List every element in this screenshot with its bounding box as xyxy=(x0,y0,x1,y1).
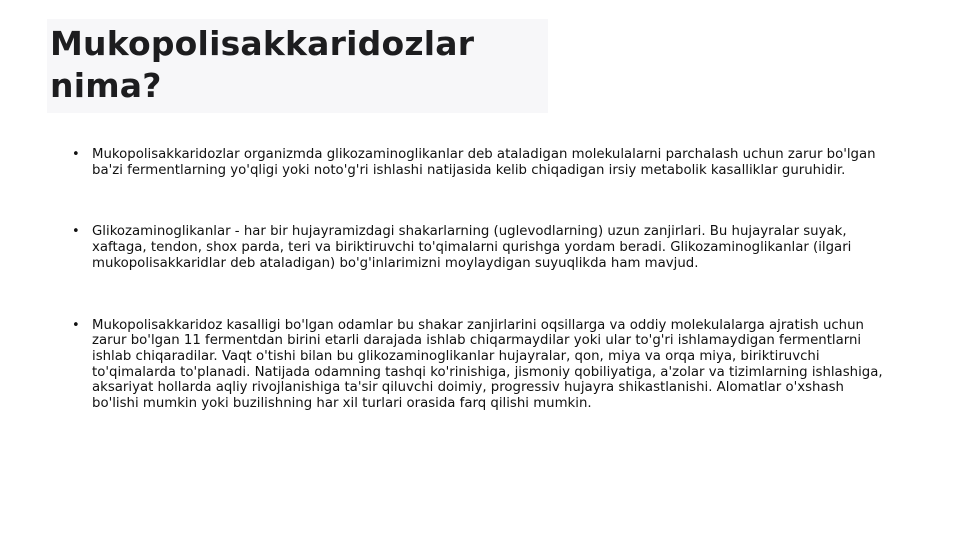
title-box xyxy=(47,19,548,113)
bullet-text: Mukopolisakkaridozlar organizmda glikozaminoglikanlar deb ataladigan molekulalarni parchalash uchun zarur bo'lgan ba'zi fermentlarning yo'qligi yoki noto'g'ri ishlashi natijasida kelib chiqadigan irsiy metabolik kasalliklar guruhidir. xyxy=(92,147,876,178)
bullet-dot-icon: • xyxy=(72,147,80,162)
bullet-item xyxy=(72,147,892,178)
bullet-dot-icon: • xyxy=(72,224,80,240)
bullet-dot-icon: • xyxy=(72,317,80,333)
bullet-text: Mukopolisakkaridoz kasalligi bo'lgan odamlar bu shakar zanjirlarini oqsillarga va oddiy molekulalarga ajratish uchun zarur bo'lgan 11 fermentdan birini etarli darajada ishlab chiqarmaydilar yoki ular to'g'ri ishlamaydigan fermentlarni ishlab chiqaradilar. Vaqt o'tishi bilan bu glikozaminoglikanlar hujayralar, qon, miya va orqa miya, biriktiruvchi to'qimalarda to'planadi. Natijada odamning tashqi ko'rinishiga, jismoniy qobiliyatiga, a'zolar va tizimlarning ishlashiga, aksariyat hollarda aqliy rivojlanishiga ta'sir qiluvchi doimiy, progressiv hujayra shikastlanishi. Alomatlar o'xshash bo'lishi mumkin yoki buzilishning har xil turlari orasida farq qilishi mumkin. xyxy=(92,317,883,412)
bullet-list xyxy=(72,147,892,412)
slide-title: Mukopolisakkaridozlar nima? xyxy=(50,24,475,105)
bullet-item xyxy=(72,224,892,271)
bullet-item xyxy=(72,318,892,412)
bullet-text: Glikozaminoglikanlar - har bir hujayramizdagi shakarlarning (uglevodlarning) uzun zanjirlari. Bu hujayralar suyak, xaftaga, tendon, shox parda, teri va biriktiruvchi to'qimalarni qurishga yordam beradi. Glikozaminoglikanlar (ilgari mukopolisakkaridlar deb ataladigan) bo'g'inlarimizni moylaydigan suyuqlikda ham mavjud. xyxy=(92,224,852,271)
